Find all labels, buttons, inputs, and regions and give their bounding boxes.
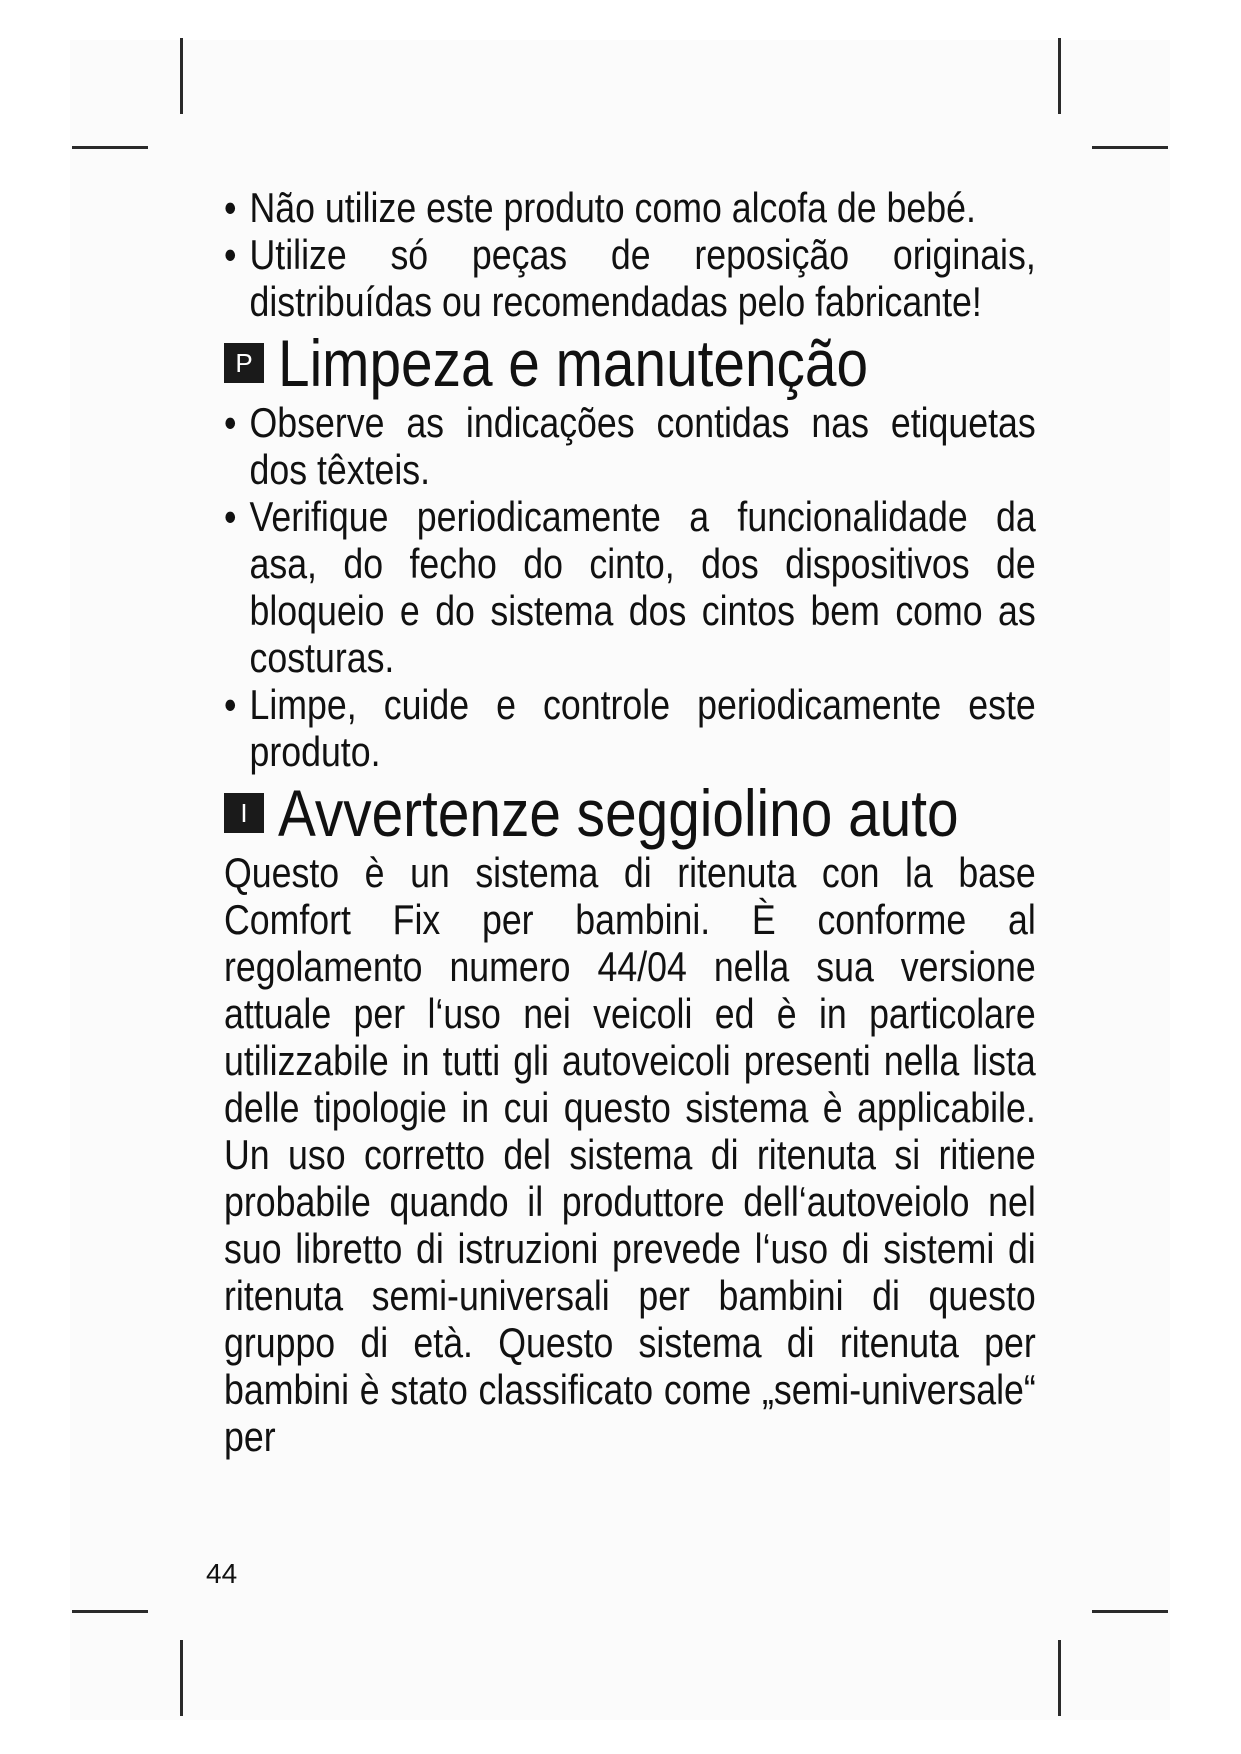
page-number: 44: [206, 1558, 238, 1589]
crop-mark-top-left-horizontal: [72, 146, 148, 149]
page-content: [224, 184, 1036, 1460]
bullet-symbol: •: [224, 184, 237, 231]
crop-mark-bottom-right-horizontal: [1092, 1610, 1168, 1613]
bullet-item: [224, 399, 1036, 493]
bullet-text: Verifique periodicamente a funcionalidade da asa, do fecho do cinto, dos dispositivos de bloqueio e do sistema dos cintos bem como as costuras.: [249, 493, 1036, 681]
section-heading-avvertenze: [224, 777, 1036, 849]
crop-mark-bottom-left-horizontal: [72, 1610, 148, 1613]
section-title: Avvertenze seggiolino auto: [278, 776, 959, 850]
section-heading-limpeza: [224, 327, 1036, 399]
bullet-symbol: •: [224, 399, 237, 446]
crop-mark-top-right-vertical: [1058, 38, 1061, 114]
crop-mark-bottom-left-vertical: [180, 1640, 183, 1716]
bullet-symbol: •: [224, 681, 237, 728]
body-paragraph: Questo è un sistema di ritenuta con la base Comfort Fix per bambini. È conforme al regolamento numero 44/04 nella sua versione attuale per l‘uso nei veicoli ed è in particolare utilizzabile in tutti gli autoveicoli presenti nella lista delle tipologie in cui questo sistema è applicabile. Un uso corretto del sistema di ritenuta si ritiene probabile quando il produttore dell‘autoveiolo nel suo libretto di istruzioni prevede l‘uso di sistemi di ritenuta semi-universali per bambini di questo gruppo di età. Questo sistema di ritenuta per bambini è stato classificato come „semi-universale“ per: [224, 849, 1036, 1460]
bullet-symbol: •: [224, 231, 237, 278]
bullet-text: Observe as indicações contidas nas etiquetas dos têxteis.: [249, 399, 1036, 493]
section-title: Limpeza e manutenção: [278, 326, 869, 400]
bullet-text: Utilize só peças de reposição originais, distribuídas ou recomendadas pelo fabricante!: [249, 231, 1036, 325]
bullet-item: [224, 184, 1036, 231]
bullet-text: Não utilize este produto como alcofa de bebé.: [249, 184, 976, 231]
bullet-text: Limpe, cuide e controle periodicamente este produto.: [249, 681, 1036, 775]
bullet-item: [224, 231, 1036, 325]
language-badge-i: I: [224, 793, 264, 833]
bullet-item: [224, 681, 1036, 775]
bullet-item: [224, 493, 1036, 681]
language-badge-p: P: [224, 343, 264, 383]
bullet-symbol: •: [224, 493, 237, 540]
crop-mark-top-left-vertical: [180, 38, 183, 114]
crop-mark-bottom-right-vertical: [1058, 1640, 1061, 1716]
crop-mark-top-right-horizontal: [1092, 146, 1168, 149]
